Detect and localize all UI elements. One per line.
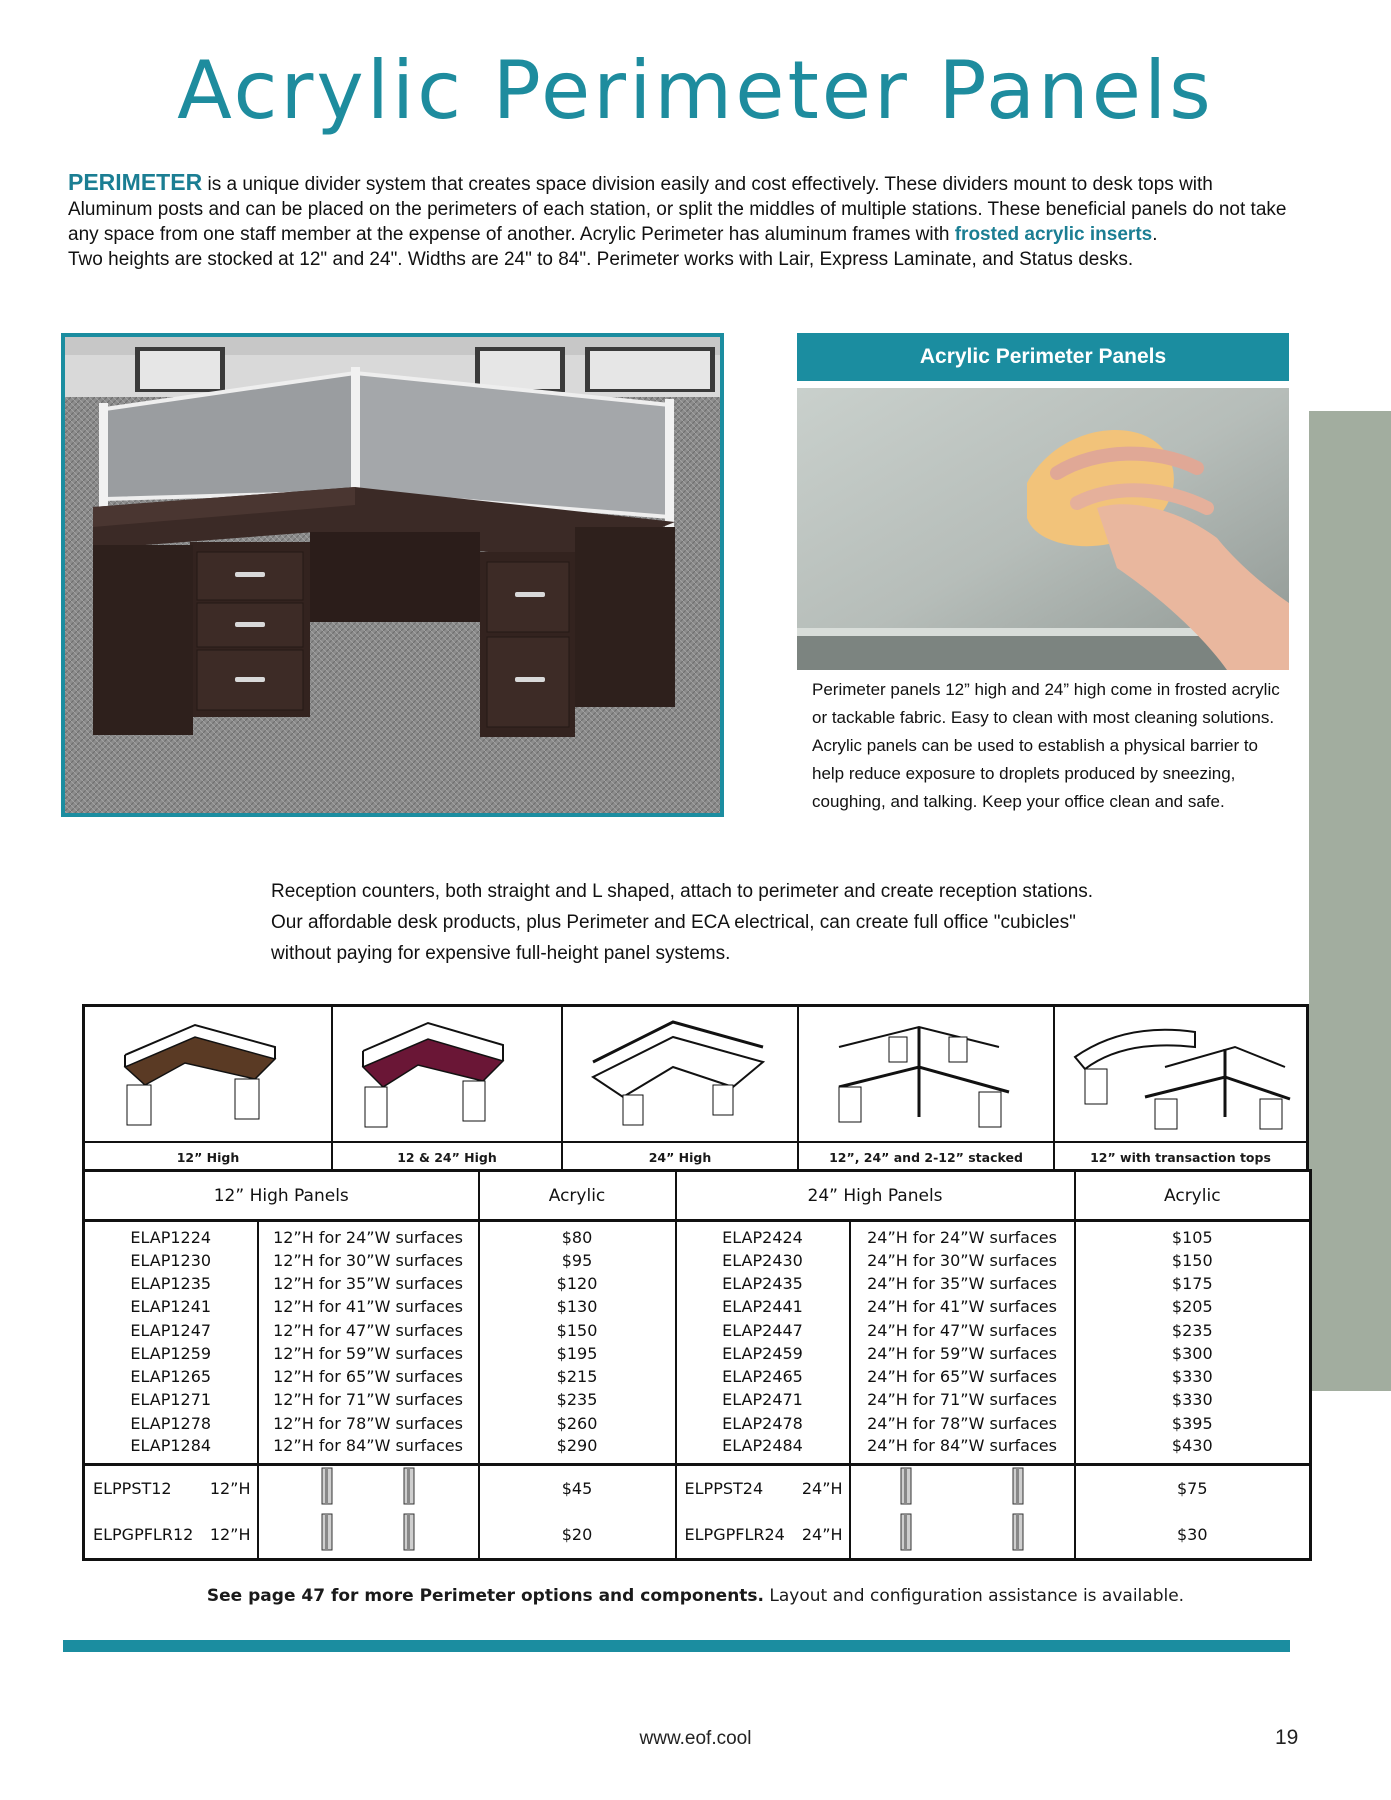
config-caption: 12”, 24” and 2-12” stacked: [799, 1141, 1053, 1172]
cell-code-12: ELAP1247: [84, 1319, 258, 1342]
price-table: [82, 1169, 1312, 1561]
cell-code-24: ELAP2484: [676, 1435, 850, 1465]
cell-price-24: $300: [1075, 1342, 1311, 1365]
post-icon: [316, 1512, 338, 1552]
reception-text: [271, 876, 1171, 969]
cell-desc-24: 24”H for 47”W surfaces: [850, 1319, 1075, 1342]
footer-rule: [63, 1640, 1290, 1652]
table-row: [84, 1389, 1311, 1412]
intro-highlight: frosted acrylic inserts: [954, 224, 1153, 245]
intro-paragraph: [68, 170, 1298, 272]
post-icon: [895, 1466, 917, 1506]
cell-price-12: $80: [479, 1221, 676, 1250]
cell-price-12: $120: [479, 1272, 676, 1295]
website-url: www.eof.cool: [639, 1728, 752, 1749]
cell-acc-code-12: ELPGPFLR12: [93, 1525, 194, 1545]
cell-code-24: ELAP2441: [676, 1296, 850, 1319]
cleaning-photo: [797, 388, 1289, 670]
config-12-high: [85, 1007, 333, 1169]
cell-code-12: ELAP1259: [84, 1342, 258, 1365]
cell-code-24: ELAP2459: [676, 1342, 850, 1365]
cell-price-24: $395: [1075, 1412, 1311, 1435]
cell-code-12: ELAP1271: [84, 1389, 258, 1412]
table-row: [84, 1365, 1311, 1388]
footnote: [0, 1586, 1391, 1606]
cell-price-24: $235: [1075, 1319, 1311, 1342]
cell-price-24: $205: [1075, 1296, 1311, 1319]
intro-text: is a unique divider system that creates space division easily and cost effectively. These dividers mount to desk tops with Aluminum posts and can be placed on the perimeters of each station, or split the middles of multiple stations. These beneficial panels do not take any space from one staff member at the expense of another. Acrylic Perimeter has aluminum frames with: [68, 174, 1287, 245]
cell-code-12: ELAP1235: [84, 1272, 258, 1295]
cell-acc-price-24: $30: [1075, 1512, 1311, 1560]
cell-acc-code-24: ELPPST24: [684, 1479, 764, 1499]
post-icon: [895, 1512, 917, 1552]
intro-text-end: .: [1152, 224, 1158, 245]
cell-acc-code-24: ELPGPFLR24: [684, 1525, 785, 1545]
table-row: [84, 1249, 1311, 1272]
post-icon: [316, 1466, 338, 1506]
reception-line: Reception counters, both straight and L shaped, attach to perimeter and create reception stations.: [271, 881, 1094, 902]
cell-desc-12: 12”H for 65”W surfaces: [258, 1365, 479, 1388]
accessory-row: [84, 1512, 1311, 1560]
cell-desc-24: 24”H for 84”W surfaces: [850, 1435, 1075, 1465]
cell-acc-height-24: 24”H: [801, 1479, 843, 1499]
cell-acc-height-12: 12”H: [209, 1525, 251, 1545]
cell-code-24: ELAP2465: [676, 1365, 850, 1388]
config-caption: 24” High: [563, 1141, 797, 1172]
cell-price-24: $330: [1075, 1365, 1311, 1388]
cell-desc-24: 24”H for 59”W surfaces: [850, 1342, 1075, 1365]
reception-line: without paying for expensive full-height panel systems.: [271, 943, 731, 964]
cell-price-12: $260: [479, 1412, 676, 1435]
side-header: Acrylic Perimeter Panels: [797, 333, 1289, 381]
post-icon: [398, 1466, 420, 1506]
config-12-24-high: [333, 1007, 563, 1169]
cell-acc-price-12: $45: [479, 1465, 676, 1513]
cell-desc-12: 12”H for 30”W surfaces: [258, 1249, 479, 1272]
cell-desc-24: 24”H for 35”W surfaces: [850, 1272, 1075, 1295]
cell-price-12: $215: [479, 1365, 676, 1388]
table-row: [84, 1296, 1311, 1319]
table-row: [84, 1319, 1311, 1342]
cell-acc-price-24: $75: [1075, 1465, 1311, 1513]
reception-transaction-icon: [1055, 1007, 1304, 1141]
perimeter-keyword: PERIMETER: [68, 169, 203, 195]
cell-code-24: ELAP2430: [676, 1249, 850, 1272]
cell-acc-height-12: 12”H: [209, 1479, 251, 1499]
footnote-bold: See page 47 for more Perimeter options and components.: [206, 1586, 765, 1606]
cell-code-24: ELAP2478: [676, 1412, 850, 1435]
config-caption: 12 & 24” High: [333, 1141, 561, 1172]
config-transaction: [1055, 1007, 1306, 1169]
post-icon: [1007, 1512, 1029, 1552]
cell-price-24: $105: [1075, 1221, 1311, 1250]
cell-code-12: ELAP1230: [84, 1249, 258, 1272]
header-12-panels: 12” High Panels: [84, 1171, 479, 1221]
cell-acc-price-12: $20: [479, 1512, 676, 1560]
cell-code-24: ELAP2471: [676, 1389, 850, 1412]
cell-price-12: $235: [479, 1389, 676, 1412]
cell-code-12: ELAP1241: [84, 1296, 258, 1319]
side-description: Perimeter panels 12” high and 24” high come in frosted acrylic or tackable fabric. Easy to clean with most cleaning solutions. Acrylic panels can be used to establish a physical barrier to help reduce exposure to droplets produced by sneezing, coughing, and talking. Keep your office clean and safe.: [812, 680, 1280, 811]
cell-code-24: ELAP2447: [676, 1319, 850, 1342]
cell-price-12: $130: [479, 1296, 676, 1319]
decorative-side-bar: [1309, 411, 1391, 1391]
cell-desc-12: 12”H for 78”W surfaces: [258, 1412, 479, 1435]
cell-code-12: ELAP1265: [84, 1365, 258, 1388]
post-icon: [398, 1512, 420, 1552]
cell-price-24: $175: [1075, 1272, 1311, 1295]
configuration-strip: [82, 1004, 1309, 1169]
cell-desc-24: 24”H for 30”W surfaces: [850, 1249, 1075, 1272]
cell-code-24: ELAP2424: [676, 1221, 850, 1250]
post-icon: [1007, 1466, 1029, 1506]
cell-price-24: $150: [1075, 1249, 1311, 1272]
cell-desc-12: 12”H for 59”W surfaces: [258, 1342, 479, 1365]
config-stacked: [799, 1007, 1055, 1169]
u-desk-24-icon: [563, 1007, 797, 1141]
table-row: [84, 1342, 1311, 1365]
cell-price-12: $95: [479, 1249, 676, 1272]
l-desk-12-24-icon: [333, 1007, 561, 1141]
cell-desc-12: 12”H for 84”W surfaces: [258, 1435, 479, 1465]
footnote-text: Layout and configuration assistance is available.: [769, 1586, 1185, 1606]
cell-acc-code-12: ELPPST12: [93, 1479, 172, 1499]
table-row: [84, 1412, 1311, 1435]
cell-code-12: ELAP1224: [84, 1221, 258, 1250]
cluster-stacked-icon: [799, 1007, 1053, 1141]
cell-code-12: ELAP1284: [84, 1435, 258, 1465]
header-24-panels: 24” High Panels: [676, 1171, 1075, 1221]
cell-desc-24: 24”H for 71”W surfaces: [850, 1389, 1075, 1412]
cell-code-24: ELAP2435: [676, 1272, 850, 1295]
intro-line-2: Two heights are stocked at 12" and 24". Widths are 24" to 84". Perimeter works with Lair, Express Laminate, and Status desks.: [68, 249, 1134, 270]
cell-price-12: $150: [479, 1319, 676, 1342]
cell-desc-12: 12”H for 47”W surfaces: [258, 1319, 479, 1342]
cell-price-12: $290: [479, 1435, 676, 1465]
table-row: [84, 1435, 1311, 1465]
config-caption: 12” High: [85, 1141, 331, 1172]
price-rows: [84, 1221, 1311, 1560]
accessory-row: [84, 1465, 1311, 1513]
config-caption: 12” with transaction tops: [1055, 1141, 1306, 1172]
cell-desc-24: 24”H for 41”W surfaces: [850, 1296, 1075, 1319]
table-row: [84, 1221, 1311, 1250]
config-24-high: [563, 1007, 799, 1169]
header-acrylic-12: Acrylic: [479, 1171, 676, 1221]
page-title: Acrylic Perimeter Panels: [177, 44, 1214, 137]
cell-price-24: $330: [1075, 1389, 1311, 1412]
cell-desc-24: 24”H for 65”W surfaces: [850, 1365, 1075, 1388]
page-number: 19: [1275, 1726, 1299, 1749]
cell-code-12: ELAP1278: [84, 1412, 258, 1435]
cell-desc-12: 12”H for 24”W surfaces: [258, 1221, 479, 1250]
l-desk-illustration: [65, 337, 720, 813]
cell-desc-12: 12”H for 35”W surfaces: [258, 1272, 479, 1295]
l-desk-photo: [61, 333, 724, 817]
cell-price-12: $195: [479, 1342, 676, 1365]
cleaning-illustration: [797, 388, 1289, 670]
l-desk-12-icon: [85, 1007, 331, 1141]
cell-price-24: $430: [1075, 1435, 1311, 1465]
cell-desc-12: 12”H for 71”W surfaces: [258, 1389, 479, 1412]
cell-acc-height-24: 24”H: [801, 1525, 843, 1545]
reception-line: Our affordable desk products, plus Perimeter and ECA electrical, can create full office "cubicles": [271, 912, 1076, 933]
table-row: [84, 1272, 1311, 1295]
cell-desc-24: 24”H for 24”W surfaces: [850, 1221, 1075, 1250]
header-acrylic-24: Acrylic: [1075, 1171, 1311, 1221]
cell-desc-24: 24”H for 78”W surfaces: [850, 1412, 1075, 1435]
cell-desc-12: 12”H for 41”W surfaces: [258, 1296, 479, 1319]
